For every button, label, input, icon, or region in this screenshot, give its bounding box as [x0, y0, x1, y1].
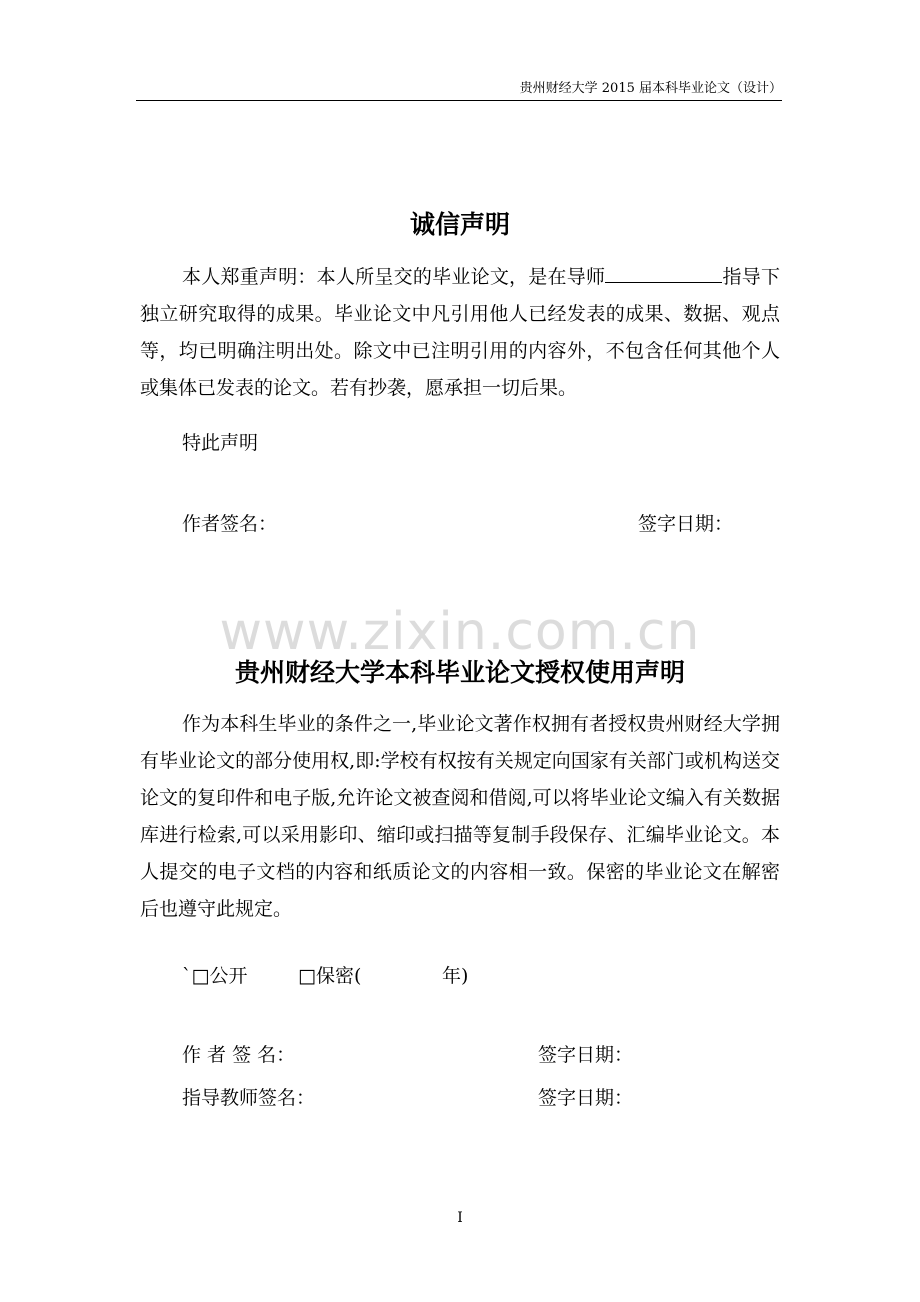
header-rule	[136, 100, 782, 101]
year-label: 年)	[442, 965, 469, 987]
author-signature-label: 作 者 签 名：	[182, 1044, 296, 1066]
advisor-signature-label: 指导教师签名：	[182, 1087, 316, 1109]
confidential-option: □保密(	[298, 965, 362, 987]
integrity-body	[140, 259, 780, 407]
author-date-label: 签字日期：	[538, 1044, 634, 1066]
page-number: I	[457, 1210, 463, 1226]
authorization-title: 贵州财经大学本科毕业论文授权使用声明	[234, 658, 685, 687]
watermark: www.zixin.com.cn	[219, 602, 701, 662]
integrity-date-label: 签字日期：	[638, 513, 734, 535]
public-option: `□公开	[182, 965, 248, 987]
integrity-author-signature-label: 作者签名：	[182, 513, 278, 535]
integrity-body-rest: 指导下独立研究取得的成果。毕业论文中凡引用他人已经发表的成果、数据、观点等，均已明确注明出处。除文中已注明引用的内容外，不包含任何其他个人或集体已发表的论文。若有抄袭，愿承担一切后果。	[140, 266, 780, 399]
advisor-date-label: 签字日期：	[538, 1087, 634, 1109]
integrity-title: 诚信声明	[409, 210, 510, 239]
advisor-name-blank	[605, 262, 722, 283]
integrity-body-start: 本人郑重声明：本人所呈交的毕业论文，是在导师	[182, 266, 606, 288]
running-header: 贵州财经大学 2015 届本科毕业论文（设计）	[519, 81, 782, 96]
authorization-body: 作为本科生毕业的条件之一,毕业论文著作权拥有者授权贵州财经大学拥有毕业论文的部分使用权,即:学校有权按有关规定向国家有关部门或机构送交论文的复印件和电子版,允许论文被查阅和借阅,可以将毕业论文编入有关数据库进行检索,可以采用影印、缩印或扫描等复制手段保存、汇编毕业论文。本人提交的电子文档的内容和纸质论文的内容相一致。保密的毕业论文在解密后也遵守此规定。	[140, 713, 780, 920]
integrity-closing: 特此声明	[182, 432, 259, 454]
